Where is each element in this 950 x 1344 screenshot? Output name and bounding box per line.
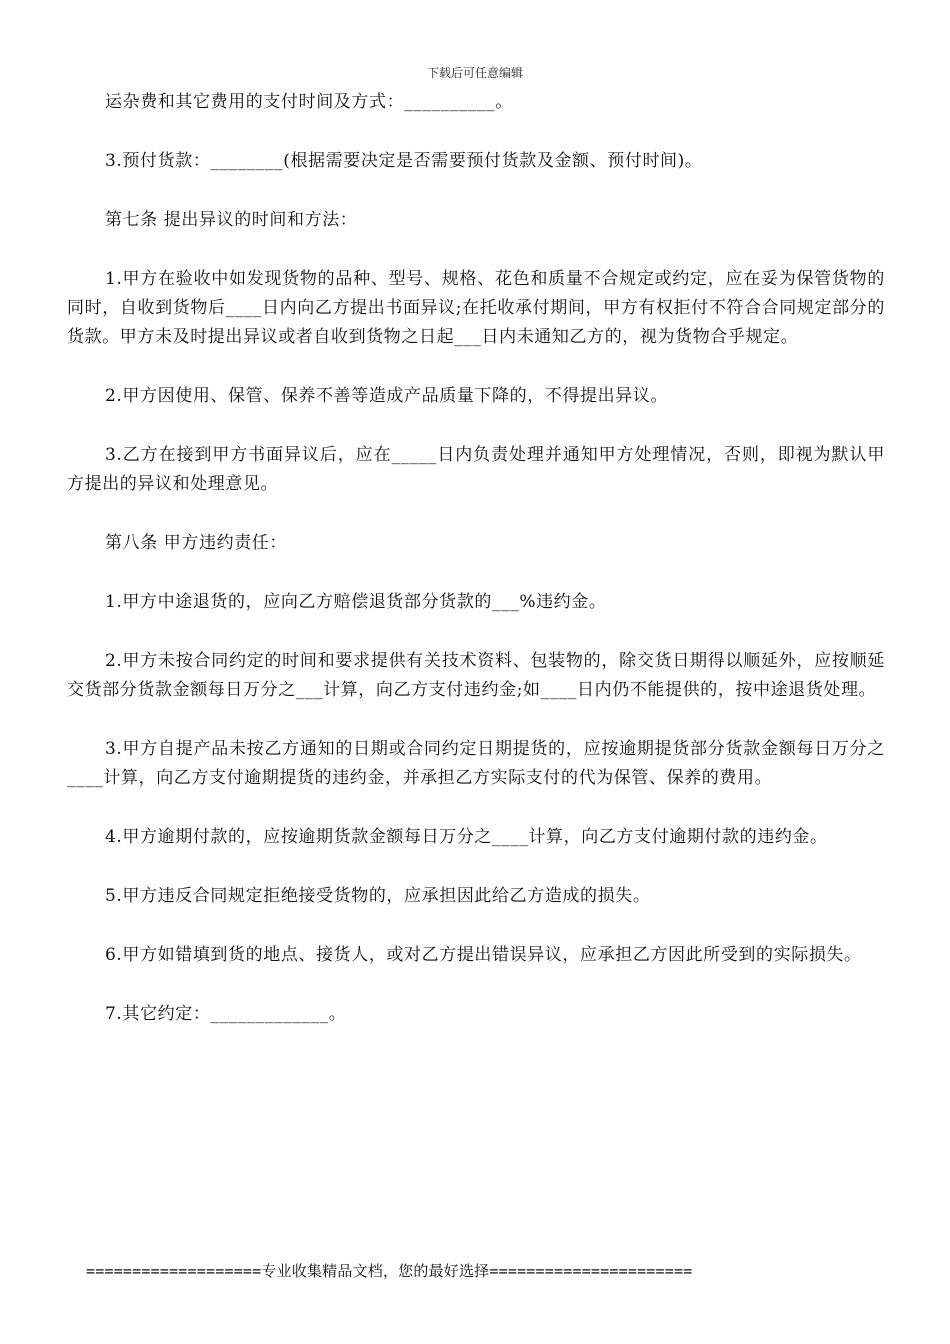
article-7-clause-3: 3.乙方在接到甲方书面异议后，应在_____日内负责处理并通知甲方处理情况，否则，即视为默认甲方提出的异议和处理意见。 — [67, 445, 885, 494]
article-8-clause-1: 1.甲方中途退货的，应向乙方赔偿退货部分货款的___%违约金。 — [105, 592, 607, 612]
article-8-clause-5: 5.甲方违反合同规定拒绝接受货物的，应承担因此给乙方造成的损失。 — [105, 886, 651, 906]
paragraph-prepayment: 3.预付货款：________(根据需要决定是否需要预付货款及金额、预付时间)。 — [105, 151, 703, 171]
header-note: 下载后可任意编辑 — [426, 66, 523, 80]
document-body — [67, 88, 885, 1059]
article-8-clause-3: 3.甲方自提产品未按乙方通知的日期或合同约定日期提货的，应按逾期提货部分货款金额每日万分之____计算，向乙方支付逾期提货的违约金，并承担乙方实际支付的代为保管、保养的费用。 — [67, 739, 885, 788]
article-7-clause-2: 2.甲方因使用、保管、保养不善等造成产品质量下降的，不得提出异议。 — [105, 386, 669, 406]
article-7-clause-1: 1.甲方在验收中如发现货物的品种、型号、规格、花色和质量不合规定或约定，应在妥为保管货物的同时，自收到货物后____日内向乙方提出书面异议;在托收承付期间，甲方有权拒付不符合合同规定部分的货款。甲方未及时提出异议或者自收到货物之日起___日内未通知乙方的，视为货物合乎规定。 — [67, 269, 885, 347]
article-8-clause-6: 6.甲方如错填到货的地点、接货人，或对乙方提出错误异议，应承担乙方因此所受到的实际损失。 — [105, 945, 862, 965]
article-7-heading: 第七条 提出异议的时间和方法： — [105, 210, 358, 230]
article-8-clause-7: 7.其它约定：_____________。 — [105, 1004, 347, 1024]
article-8-heading: 第八条 甲方违约责任： — [105, 533, 288, 553]
article-8-clause-4: 4.甲方逾期付款的，应按逾期货款金额每日万分之____计算，向乙方支付逾期付款的违约金。 — [105, 827, 828, 847]
article-8-clause-2: 2.甲方未按合同约定的时间和要求提供有关技术资料、包装物的，除交货日期得以顺延外，应按顺延交货部分货款金额每日万分之___计算，向乙方支付违约金;如____日内仍不能提供的，按中途退货处理。 — [67, 651, 885, 700]
paragraph-payment-method: 运杂费和其它费用的支付时间及方式：__________。 — [105, 92, 513, 112]
footer-banner: ===================专业收集精品文档，您的最好选择====================== — [86, 1262, 693, 1280]
